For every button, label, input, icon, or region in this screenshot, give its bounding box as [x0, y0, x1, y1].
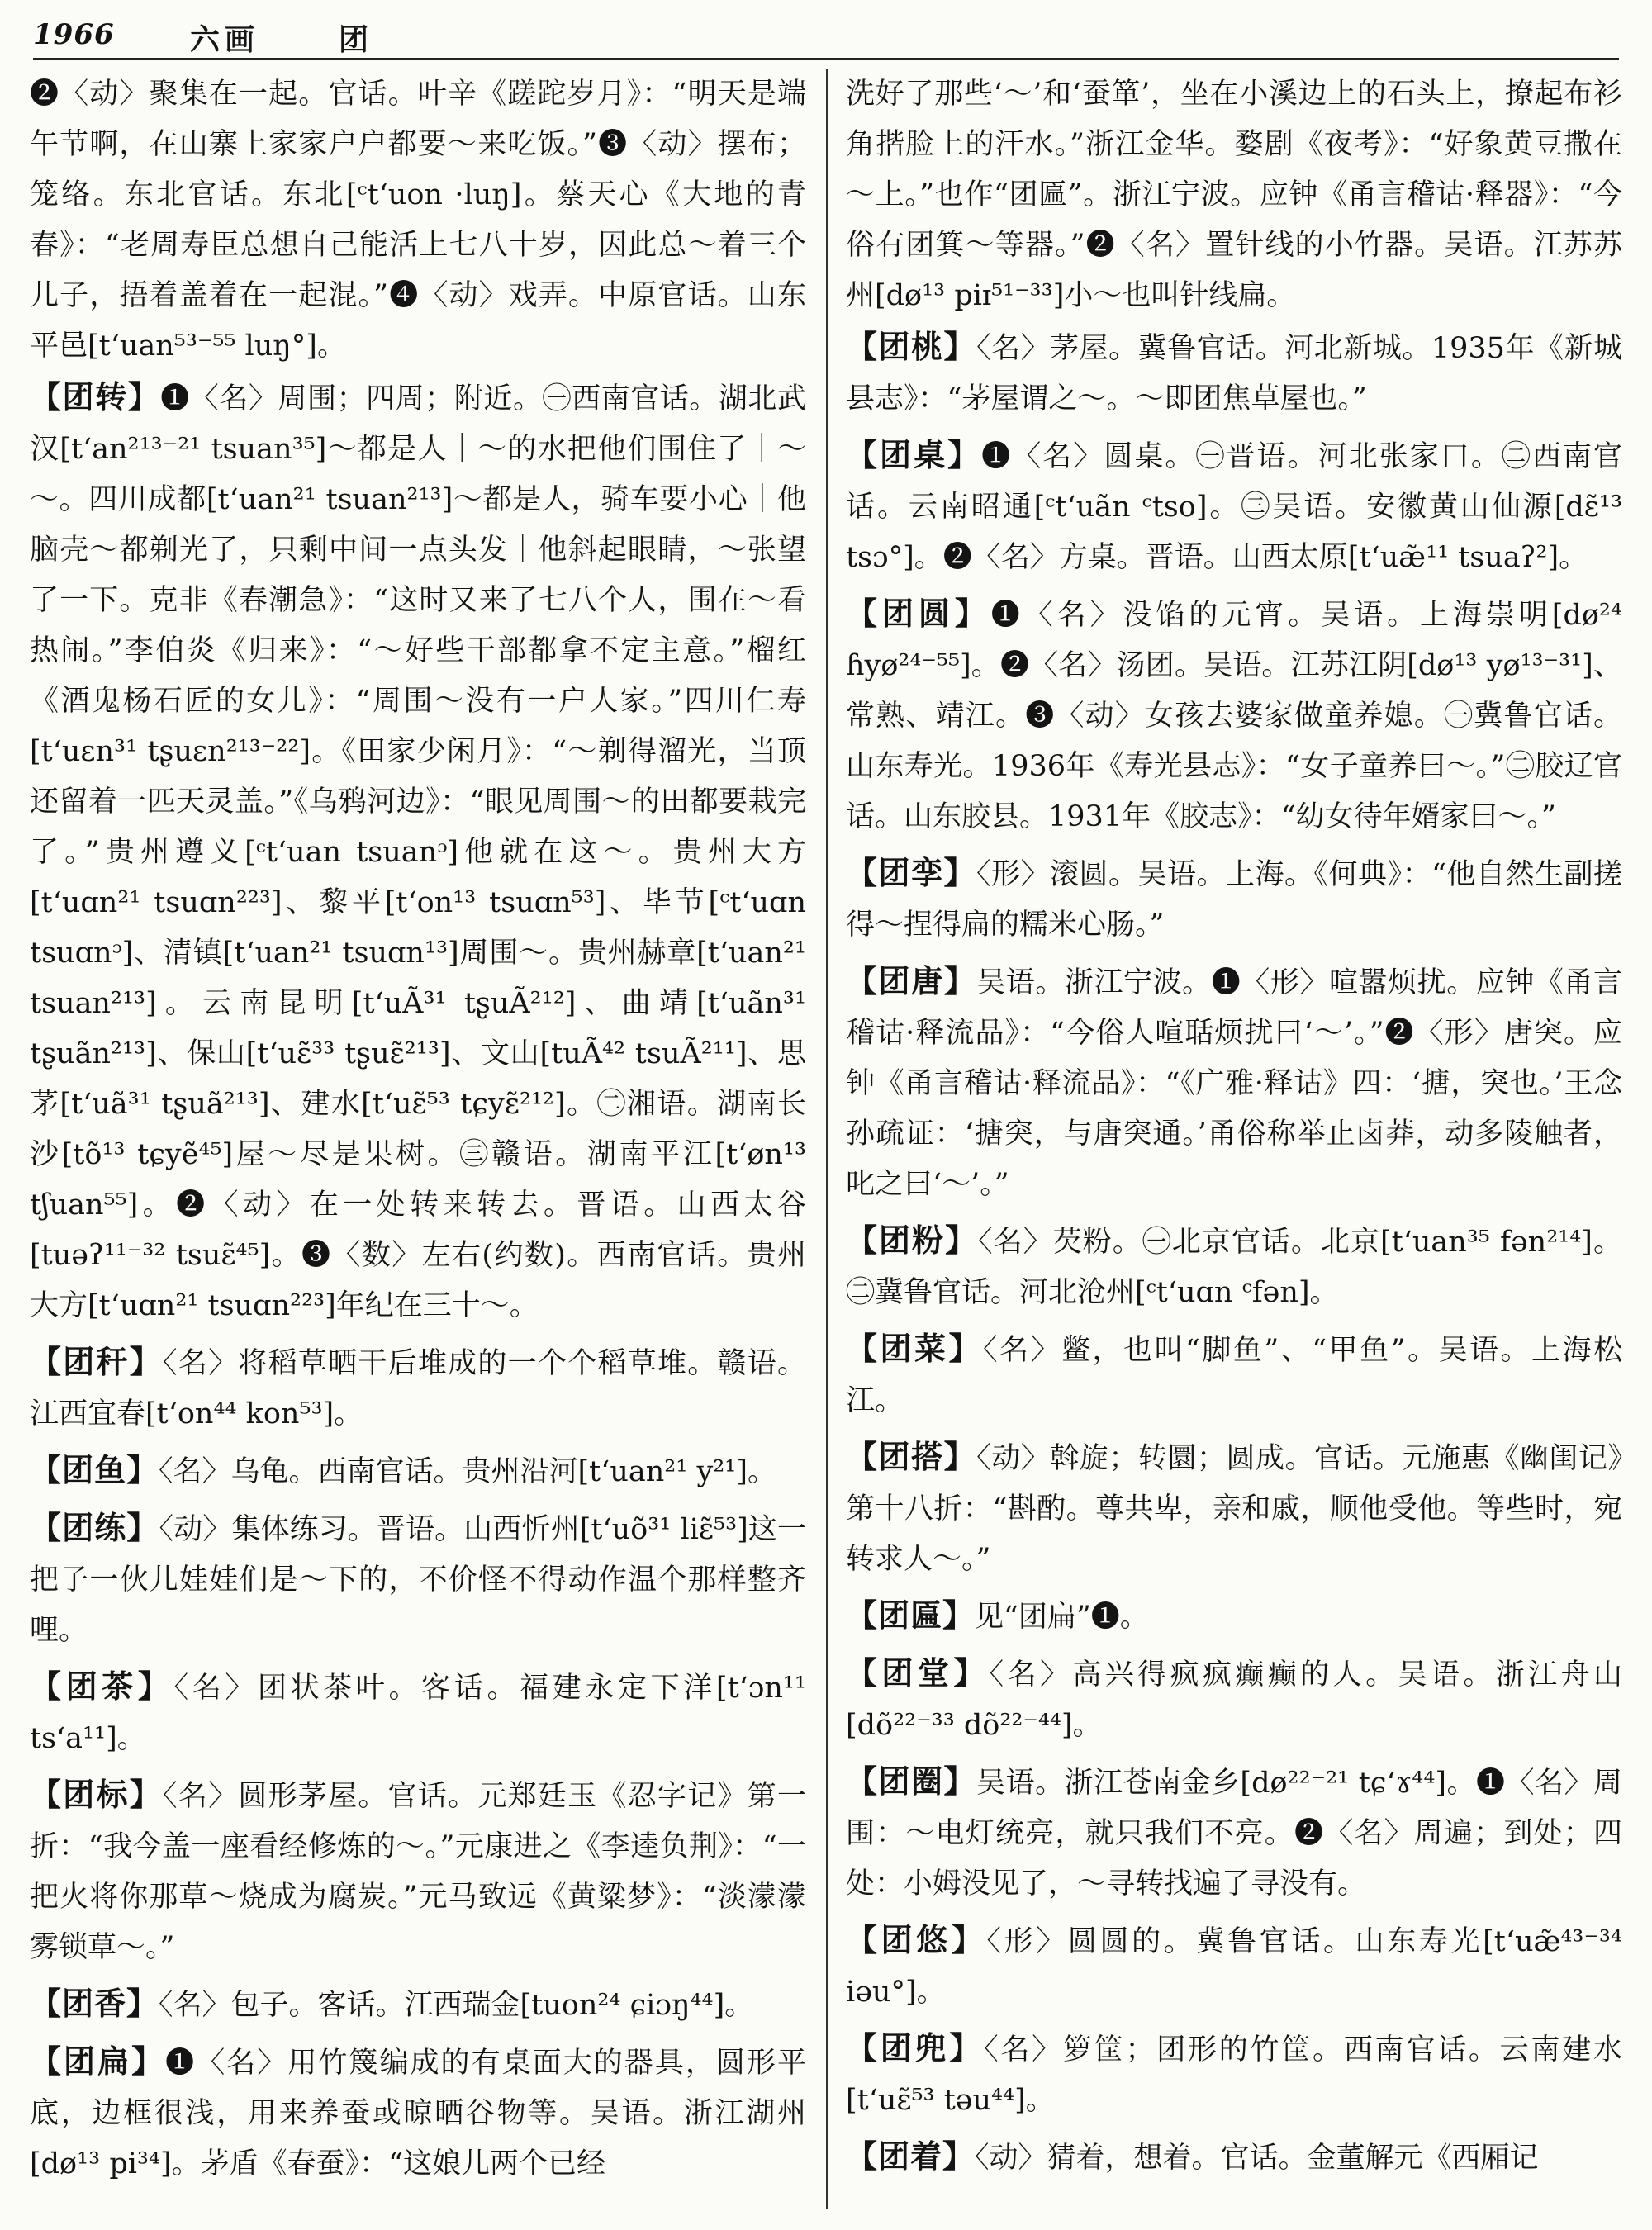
entry-headword: 【团匾】 — [846, 1597, 976, 1634]
entry-headword: 【团鱼】 — [30, 1451, 159, 1488]
continued-entry-text: ❷〈动〉聚集在一起。官话。叶辛《蹉跎岁月》：“明天是端午节啊，在山寨上家家户户都要～来吃饭。”❸〈动〉摆布；笼络。东北官话。东北[ᶜt‘uon ·luŋ]。蔡天心《大地的青春》：“老周寿臣总想自己能活上七八十岁，因此总～着三个儿子，捂着盖着在一起混。”❹〈动〉戏弄。中原官话。山东平邑[t‘uan⁵³⁻⁵⁵ luŋ°]。 — [30, 78, 806, 363]
entry-definition: 吴语。浙江苍南金乡[dø²²⁻²¹ tɕ‘ɤ⁴⁴]。❶〈名〉周围：～电灯统亮，就只我们不亮。❷〈名〉周遍；到处；四处：小姆没见了，～寻转找遍了寻没有。 — [846, 1767, 1622, 1900]
dictionary-entry — [846, 588, 1622, 842]
entry-definition: 〈名〉芡粉。㊀北京官话。北京[t‘uan³⁵ fən²¹⁴]。㊁冀鲁官话。河北沧州[ᶜt‘uɑn ᶜfən]。 — [846, 1226, 1622, 1309]
entry-headword: 【团着】 — [846, 2137, 976, 2175]
entry-headword: 【团孪】 — [846, 854, 977, 891]
entry-headword: 【团粉】 — [846, 1222, 979, 1259]
entry-headword: 【团茶】 — [30, 1668, 174, 1705]
dictionary-entry — [30, 1502, 806, 1656]
entry-definition: 〈名〉乌龟。西南官话。贵州沿河[t‘uan²¹ y²¹]。 — [159, 1455, 776, 1488]
right-column — [846, 69, 1622, 2222]
entry-headword: 【团悠】 — [846, 1921, 987, 1958]
entry-definition: 〈动〉猜着，想着。官话。金董解元《西厢记 — [975, 2142, 1539, 2175]
entry-headword: 【团菜】 — [846, 1330, 983, 1367]
entry-headword: 【团扁】 — [30, 2043, 166, 2080]
entry-definition: 吴语。浙江宁波。❶〈形〉喧嚣烦扰。应钟《甬言稽诂·释流品》：“今俗人喧聒烦扰曰‘～’。”❷〈形〉唐突。应钟《甬言稽诂·释流品》：“《广雅·释诂》四：‘搪，突也。’王念孙疏证：‘搪突，与唐突通。’甬俗称举止卤莽，动多陵触者，叱之曰‘～’。” — [846, 966, 1622, 1201]
entry-headword: 【团搭】 — [846, 1438, 977, 1475]
entry-definition: 〈名〉圆形茅屋。官话。元郑廷玉《忍字记》第一折：“我今盖一座看经修炼的～。”元康进之《李逵负荆》：“一把火将你那草～烧成为腐炭。”元马致远《黄粱梦》：“淡濛濛雾锁草～。” — [30, 1780, 806, 1964]
entry-definition: 〈动〉集体练习。晋语。山西忻州[t‘uõ³¹ liɛ̃⁵³]这一把子一伙儿娃娃们是～下的，不价怪不得动作温个那样整齐哩。 — [30, 1513, 806, 1647]
entry-headword: 【团桌】 — [846, 436, 982, 473]
entry-headword: 【团秆】 — [30, 1343, 164, 1380]
entry-headword: 【团唐】 — [846, 962, 977, 999]
entry-headword: 【团兜】 — [846, 2029, 985, 2066]
dictionary-entry — [846, 1648, 1622, 1751]
dictionary-entry — [30, 1661, 806, 1764]
entry-headword: 【团练】 — [30, 1509, 159, 1546]
entry-definition: ❶〈名〉周围；四周；附近。㊀西南官话。湖北武汉[t‘an²¹³⁻²¹ tsuan³⁵]～都是人｜～的水把他们围住了｜～～。四川成都[t‘uan²¹ tsuan²¹³]～都是人，骑车要小心｜他脑壳～都剃光了，只剩中间一点头发｜他斜起眼睛，～张望了一下。克非《春潮急》：“这时又来了七八个人，围在～看热闹。”李伯炎《归来》：“～好些干部都拿不定主意。”榴红《酒鬼杨石匠的女儿》：“周围～没有一户人家。”四川仁寿[t‘uɛn³¹ tʂuɛn²¹³⁻²²]。《田家少闲月》：“～剃得溜光，当顶还留着一匹天灵盖。”《乌鸦河边》：“眼见周围～的田都要栽完了。”贵州遵义[ᶜt‘uan tsuanᵓ]他就在这～。贵州大方[t‘uɑn²¹ tsuɑn²²³]、黎平[t‘on¹³ tsuɑn⁵³]、毕节[ᶜt‘uɑn tsuɑnᵓ]、清镇[t‘uan²¹ tsuɑn¹³]周围～。贵州赫章[t‘uan²¹ tsuan²¹³]。云南昆明[t‘uÃ³¹ tʂuÃ²¹²]、曲靖[t‘uãn³¹ tʂuãn²¹³]、保山[t‘uɛ̃³³ tʂuɛ̃²¹³]、文山[tuÃ⁴² tsuÃ²¹¹]、思茅[t‘uã³¹ tʂuã²¹³]、建水[t‘uɛ̃⁵³ tɕyɛ̃²¹²]。㊁湘语。湖南长沙[tõ¹³ tɕyẽ⁴⁵]屋～尽是果树。㊂赣语。湖南平江[t‘øn¹³ tʃuan⁵⁵]。❷〈动〉在一处转来转去。晋语。山西太谷[tuəʔ¹¹⁻³² tsuɛ̃⁴⁵]。❸〈数〉左右(约数)。西南官话。贵州大方[t‘uɑn²¹ tsuɑn²²³]年纪在三十～。 — [30, 382, 806, 1322]
entry-headword: 【团标】 — [30, 1776, 164, 1813]
entry-definition: ❶〈名〉用竹篾编成的有桌面大的器具，圆形平底，边框很浅，用来养蚕或晾晒谷物等。吴语。浙江湖州[dø¹³ pi³⁴]。茅盾《春蚕》：“这娘儿两个已经 — [30, 2047, 806, 2180]
page-header — [33, 15, 1619, 60]
dictionary-entry — [846, 1215, 1622, 1318]
entry-definition: 〈形〉滚圆。吴语。上海。《何典》：“他自然生副搓得～捏得扁的糯米心肠。” — [846, 858, 1622, 942]
dictionary-entry — [30, 1445, 806, 1497]
dictionary-entry — [30, 1336, 806, 1440]
column-divider — [826, 69, 828, 2209]
entry-definition: 〈动〉斡旋；转圜；圆成。官话。元施惠《幽闺记》第十八折：“斟酌。尊共卑，亲和戚，顺他受他。等些时，宛转求人～。” — [846, 1442, 1622, 1576]
continued-entry-text: 洗好了那些‘～’和‘蚕箪’，坐在小溪边上的石头上，撩起布衫角揩脸上的汗水。”浙江金华。婺剧《夜考》：“好象黄豆撒在～上。”也作“团匾”。浙江宁波。应钟《甬言稽诂·释器》：“今俗有团箕～等器。”❷〈名〉置针线的小竹器。吴语。江苏苏州[dø¹³ piɪ⁵¹⁻³³]小～也叫针线扁。 — [846, 78, 1622, 312]
entry-headword: 【团堂】 — [846, 1654, 990, 1691]
entry-definition: ❶〈名〉没馅的元宵。吴语。上海崇明[dø²⁴ ɦyø²⁴⁻⁵⁵]。❷〈名〉汤团。吴语。江苏江阴[dø¹³ yø¹³⁻³¹]、常熟、靖江。❸〈动〉女孩去婆家做童养媳。㊀冀鲁官话。山东寿光。1936年《寿光县志》：“女子童养曰～。”㊁胶辽官话。山东胶县。1931年《胶志》：“幼女待年婿家曰～。” — [846, 599, 1622, 833]
dictionary-entry — [846, 321, 1622, 425]
entry-definition: 〈名〉高兴得疯疯癫癫的人。吴语。浙江舟山[dõ²²⁻³³ dõ²²⁻⁴⁴]。 — [846, 1658, 1622, 1742]
dictionary-entry — [846, 1323, 1622, 1426]
dictionary-entry — [846, 847, 1622, 951]
entry-definition: 〈名〉将稻草晒干后堆成的一个个稻草堆。赣语。江西宜春[t‘on⁴⁴ kon⁵³]。 — [30, 1347, 806, 1431]
entry-headword: 【团圆】 — [846, 595, 991, 632]
left-entry-list — [30, 372, 806, 2190]
entry-definition: 〈形〉圆圆的。冀鲁官话。山东寿光[t‘uæ̃⁴³⁻³⁴ iəu°]。 — [846, 1925, 1622, 2009]
dictionary-entry — [30, 2036, 806, 2190]
left-column — [30, 69, 806, 2222]
entry-headword: 【团转】 — [30, 378, 161, 415]
page-number: 1966 — [33, 18, 115, 51]
entry-definition: 〈名〉鳖，也叫“脚鱼”、“甲鱼”。吴语。上海松江。 — [846, 1334, 1622, 1417]
entry-headword: 【团桃】 — [846, 328, 977, 365]
dictionary-entry — [846, 2023, 1622, 2126]
stroke-section: 六画 — [190, 22, 260, 57]
dictionary-entry — [30, 1978, 806, 2031]
dictionary-entry — [30, 1769, 806, 1973]
entry-definition: 〈名〉团状茶叶。客话。福建永定下洋[t‘ɔn¹¹ ts‘a¹¹]。 — [30, 1672, 806, 1755]
entry-headword: 【团香】 — [30, 1985, 159, 2022]
dictionary-entry — [846, 2131, 1622, 2184]
dictionary-entry — [846, 956, 1622, 1210]
running-character: 团 — [339, 22, 369, 57]
entry-definition: 〈名〉茅屋。冀鲁官话。河北新城。1935年《新城县志》：“茅屋谓之～。～即团焦草屋也。” — [846, 332, 1622, 415]
dictionary-entry — [846, 1914, 1622, 2018]
dictionary-entry — [30, 372, 806, 1331]
dictionary-entry — [846, 1431, 1622, 1585]
entry-definition: ❶〈名〉圆桌。㊀晋语。河北张家口。㊁西南官话。云南昭通[ᶜt‘uãn ᶜtso]。㊂吴语。安徽黄山仙源[dɛ̃¹³ tsɔ°]。❷〈名〉方桌。晋语。山西太原[t‘uæ̃¹¹ tsuaʔ²]。 — [846, 440, 1622, 574]
right-entry-list — [846, 321, 1622, 2184]
entry-definition: 〈名〉包子。客话。江西瑞金[tuon²⁴ ɕiɔŋ⁴⁴]。 — [159, 1989, 754, 2022]
dictionary-entry — [846, 1756, 1622, 1910]
entry-definition: 〈名〉箩筐；团形的竹筐。西南官话。云南建水[t‘uɛ̃⁵³ təu⁴⁴]。 — [846, 2033, 1622, 2117]
entry-headword: 【团圈】 — [846, 1763, 976, 1800]
entry-definition: 见“团扁”❶。 — [975, 1601, 1149, 1634]
dictionary-entry — [846, 429, 1622, 583]
dictionary-entry — [846, 1590, 1622, 1643]
